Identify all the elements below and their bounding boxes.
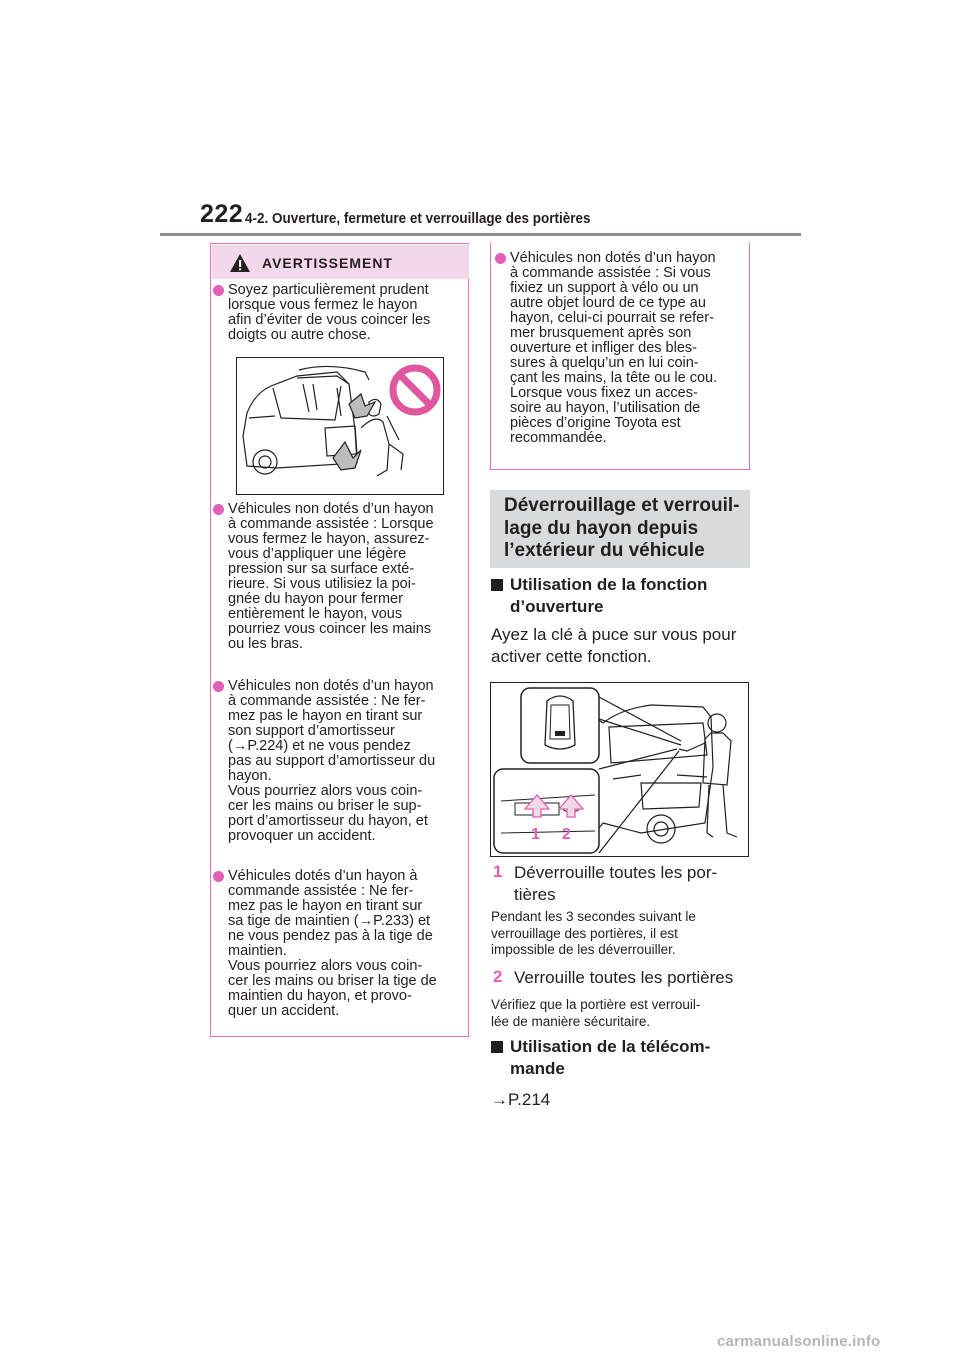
smart-key-icon xyxy=(521,688,599,763)
warning-item-1: Soyez particulièrement prudent lorsque vous fermez le hayon afin d’éviter de vous coincer les doigts ou autre chose. xyxy=(228,283,464,343)
subheading-remote-control: Utilisation de la télécom- mande xyxy=(510,1037,711,1078)
watermark: carmanualsonline.info xyxy=(717,1333,881,1350)
square-bullet-icon xyxy=(491,1041,503,1053)
figure-label-1: 1 xyxy=(531,826,540,843)
warning-header xyxy=(212,245,469,279)
subheading-opening-function: Utilisation de la fonction d’ouverture xyxy=(510,575,708,616)
warning-item-4: Véhicules dotés d’un hayon à commande assistée : Ne fer- mez pas le hayon en tirant sur sa tige de maintien (→P.233) et ne vous pendez pas à la tige de maintien. Vous pourriez alors vous coin- cer les mains ou briser la tige de maintien du hayon, et provo- quer un accident. xyxy=(228,869,464,1019)
warning-item-5: Véhicules non dotés d’un hayon à commande assistée : Si vous fixiez un support à vélo ou un autre objet lourd de ce type au hayon, celui-ci pourrait se refer- mer brusquement après son ouverture et infliger des bles- sures à quelqu’un en lui coin- çant les mains, la tête ou le cou. Lorsque vous fixez un acces- soire au hayon, l’utilisation de pièces d’origine Toyota est recommandée. xyxy=(510,251,717,446)
bullet-icon xyxy=(213,504,224,515)
step-number-2: 2 xyxy=(493,967,503,986)
page-number: 222 xyxy=(200,200,244,228)
warning-box-continued xyxy=(490,243,750,470)
tailgate-opener-drawing xyxy=(491,683,748,856)
warning-box xyxy=(210,243,469,1037)
warning-triangle-icon xyxy=(229,253,251,273)
tailgate-button-inset xyxy=(494,769,599,853)
step-2-note: Vérifiez que la portière est verrouil- lée de manière sécuritaire. xyxy=(491,997,701,1029)
figure-label-2: 2 xyxy=(562,826,571,843)
page-reference-link[interactable]: →P.214 xyxy=(491,1090,551,1109)
tailgate-pinch-drawing xyxy=(237,358,443,494)
warning-title: AVERTISSEMENT xyxy=(262,255,393,271)
step-number-1: 1 xyxy=(493,862,503,881)
tailgate-opener-illustration xyxy=(490,682,749,857)
bullet-icon xyxy=(213,871,224,882)
bullet-icon xyxy=(213,681,224,692)
square-bullet-icon xyxy=(491,579,503,591)
intro-text: Ayez la clé à puce sur vous pour activer cette fonction. xyxy=(491,625,737,666)
bullet-icon xyxy=(213,285,224,296)
bullet-icon xyxy=(495,253,506,264)
prohibition-icon xyxy=(393,368,437,412)
step-1-note: Pendant les 3 secondes suivant le verrouillage des portières, il est impossible de les déverrouiller. xyxy=(491,909,696,957)
step-2-text: Verrouille toutes les portières xyxy=(514,968,734,987)
step-1-text: Déverrouille toutes les por- tières xyxy=(514,863,718,904)
section-heading: Déverrouillage et verrouil- lage du hayon depuis l’extérieur du véhicule xyxy=(490,490,750,568)
tailgate-pinch-illustration xyxy=(236,357,444,495)
warning-item-2: Véhicules non dotés d’un hayon à commande assistée : Lorsque vous fermez le hayon, assurez- vous d’appliquer une légère pression sur sa surface exté- rieure. Si vous utilisiez la poi- gnée du hayon pour fermer entièrement le hayon, vous pourriez vous coincer les mains ou les bras. xyxy=(228,502,464,652)
header-rule xyxy=(160,233,801,236)
section-title: 4-2. Ouverture, fermeture et verrouillage des portières xyxy=(245,211,591,227)
warning-item-3: Véhicules non dotés d’un hayon à commande assistée : Ne fer- mez pas le hayon en tirant sur son support d’amortisseur (→P.224) et ne vous pendez pas au support d’amortisseur du hayon. Vous pourriez alors vous coin- cer les mains ou briser le sup- port d’amortisseur du hayon, et provoquer un accident. xyxy=(228,679,464,844)
